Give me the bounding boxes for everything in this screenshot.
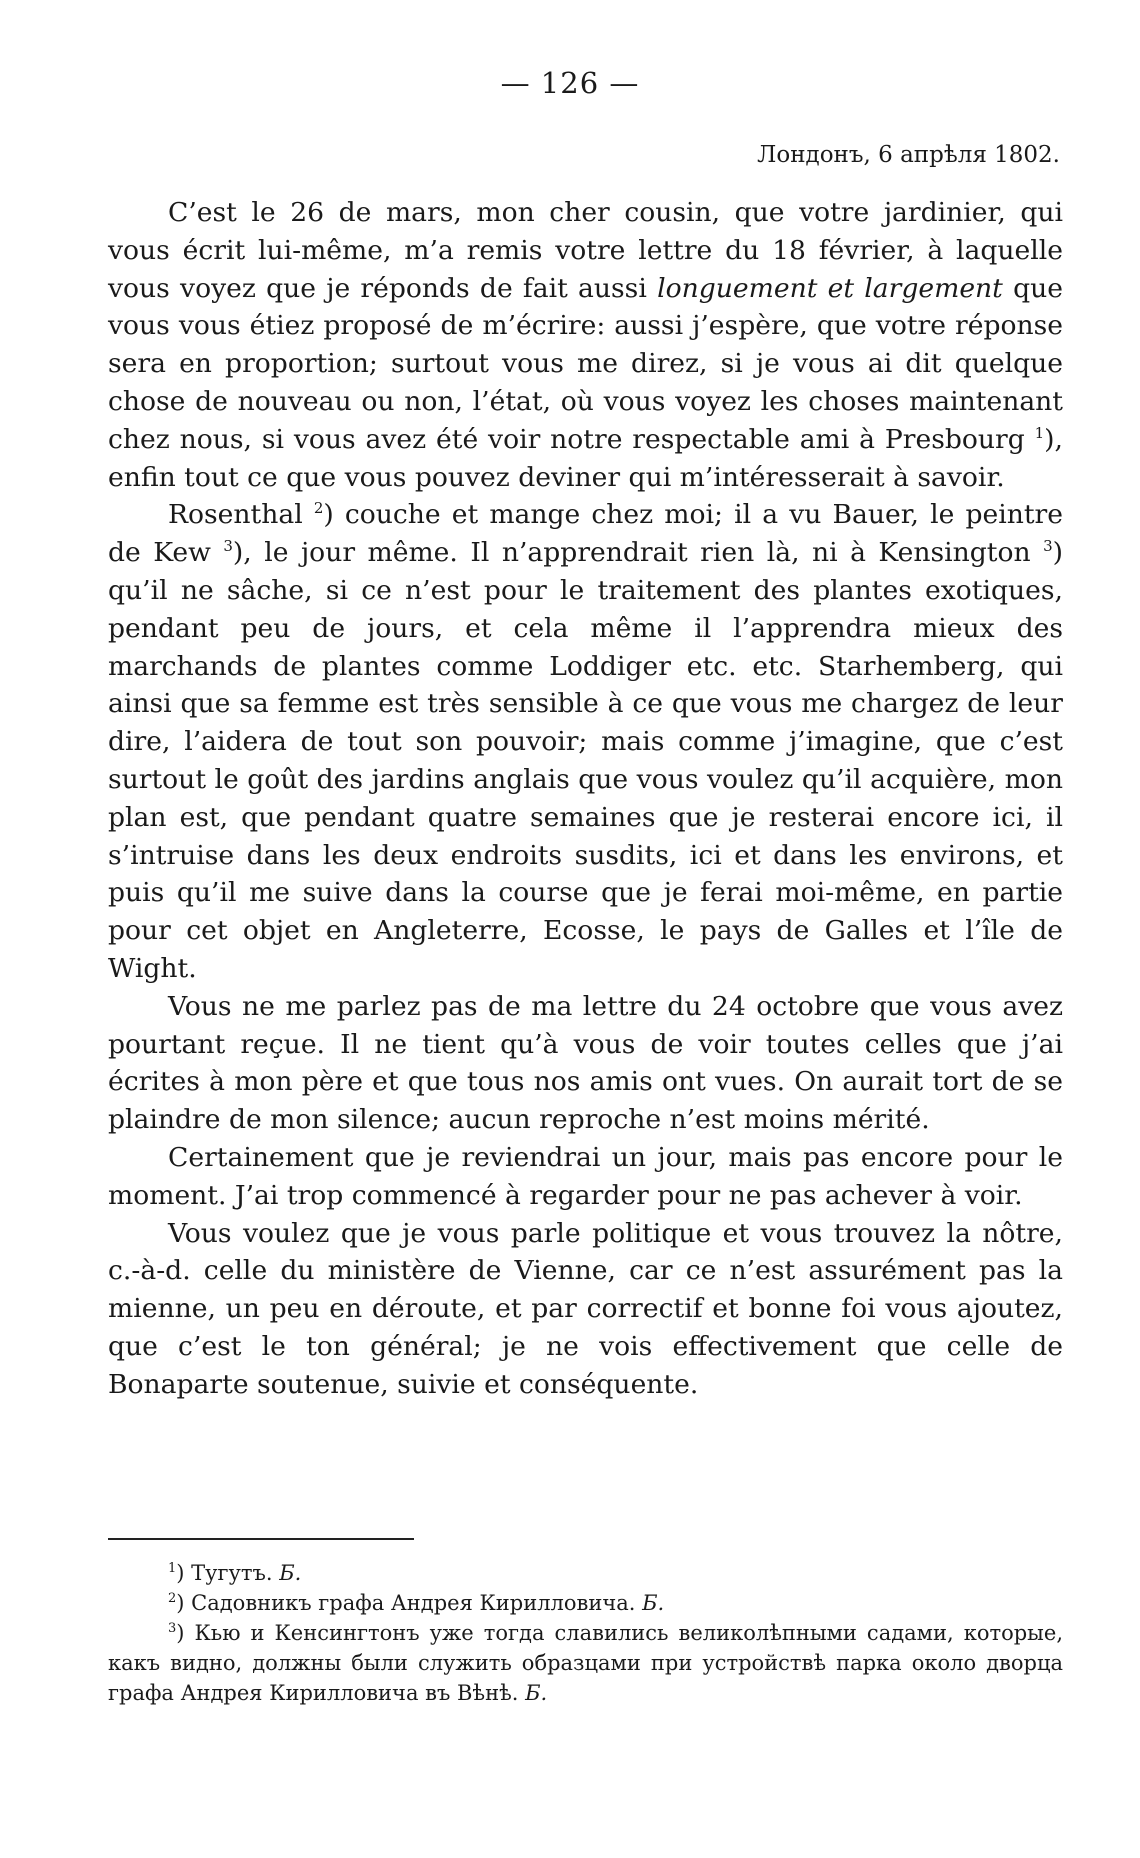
footnote: [108, 1618, 1063, 1708]
footnote-separator: [108, 1538, 414, 1540]
letter-dateline: Лондонъ, 6 апрѣля 1802.: [757, 142, 1060, 168]
footnote-marker: 2: [168, 1591, 177, 1606]
text-run: Vous ne me parlez pas de ma lettre du 24 octobre que vous avez pourtant reçue. Il ne tient qu’à vous de voir toutes celles que j’ai écrites à mon père et que tous nos amis ont vues. On aurait tort de se plaindre de mon silence; aucun reproche n’est moins mérité.: [108, 990, 1063, 1136]
italic-text: Б.: [525, 1681, 548, 1705]
italic-text: Б.: [642, 1591, 665, 1615]
paragraph: [108, 988, 1063, 1139]
paragraph: [108, 1215, 1063, 1404]
text-run: C’est le 26 de mars, mon cher cousin, que votre jardinier, qui vous écrit lui-même, m’a remis votre lettre du 18 février, à laquelle vous voyez que je réponds de fait aussi: [108, 197, 1063, 304]
footnote: [108, 1558, 1063, 1588]
page-number: — 126 —: [500, 66, 640, 100]
footnote-reference: 3: [223, 537, 233, 556]
footnote-marker: 1: [168, 1561, 177, 1576]
footnote-marker: 3: [168, 1621, 177, 1636]
italic-text: longuement et largement: [657, 272, 1003, 304]
text-run: ) qu’il ne sâche, si ce n’est pour le traitement des plantes exotiques, pendant peu de jours, et cela même il l’apprendra mieux des marchands de plantes comme Loddiger etc. etc. Starhemberg, qui ainsi que sa femme est très sensible à ce que vous me chargez de leur dire, l’aidera de tout son pouvoir; mais comme j’imagine, que c’est surtout le goût des jardins anglais que vous voulez qu’il acquière, mon plan est, que pendant quatre semaines que je resterai encore ici, il s’intruise dans les deux endroits susdits, ici et dans les environs, et puis qu’il me suive dans la course que je ferai moi-même, en partie pour cet objet en Angleterre, Ecosse, le pays de Galles et l’île de Wight.: [108, 537, 1063, 984]
footnote-reference: 1: [1034, 423, 1045, 442]
paragraph: [108, 1139, 1063, 1215]
text-run: Vous voulez que je vous parle politique et vous trouvez la nôtre, c.-à-d. celle du ministère de Vienne, car ce n’est assurément pas la mienne, un peu en déroute, et par correctif et bonne foi vous ajoutez, que c’est le ton général; je ne vois effectivement que celle de Bonaparte soutenue, suivie et conséquente.: [108, 1217, 1063, 1400]
footnote-marker-paren: ): [176, 1561, 192, 1585]
text-run: Rosenthal: [168, 499, 314, 531]
italic-text: Б.: [279, 1561, 302, 1585]
text-run: Certainement que je reviendrai un jour, mais pas encore pour le moment. J’ai trop commencé à regarder pour ne pas achever à voir.: [108, 1141, 1063, 1211]
paragraph: [108, 194, 1063, 496]
text-run: Тугутъ.: [191, 1561, 280, 1585]
footnote-marker-paren: ): [176, 1591, 192, 1615]
footnote: [108, 1588, 1063, 1618]
text-run: Садовникъ графа Андрея Кирилловича.: [191, 1591, 643, 1615]
footnotes: [108, 1558, 1063, 1708]
footnote-reference: 3: [1043, 537, 1053, 556]
text-run: que vous vous étiez proposé de m’écrire: aussi j’espère, que votre réponse sera en proportion; surtout vous me direz, si je vous ai dit quelque chose de nouveau ou non, l’état, où vous voyez les choses maintenant chez nous, si vous avez été voir notre respectable ami à Presbourg: [108, 272, 1063, 455]
footnote-reference: 2: [313, 499, 324, 518]
footnote-marker-paren: ): [176, 1621, 195, 1645]
text-run: ), le jour même. Il n’apprendrait rien là, ni à Kensington: [232, 537, 1044, 569]
text-run: Кью и Кенсингтонъ уже тогда славились великолѣпными садами, которые, какъ видно, должны были служить образцами при устройствѣ парка около дворца графа Андрея Кирилловича въ Вѣнѣ.: [108, 1621, 1063, 1705]
text-run: ), enfin tout ce que vous pouvez deviner qui m’intéresserait à savoir.: [108, 423, 1063, 493]
letter-body: [108, 194, 1063, 1404]
paragraph: [108, 496, 1063, 987]
text-run: ) couche et mange chez moi; il a vu Bauer, le peintre de Kew: [108, 499, 1063, 569]
